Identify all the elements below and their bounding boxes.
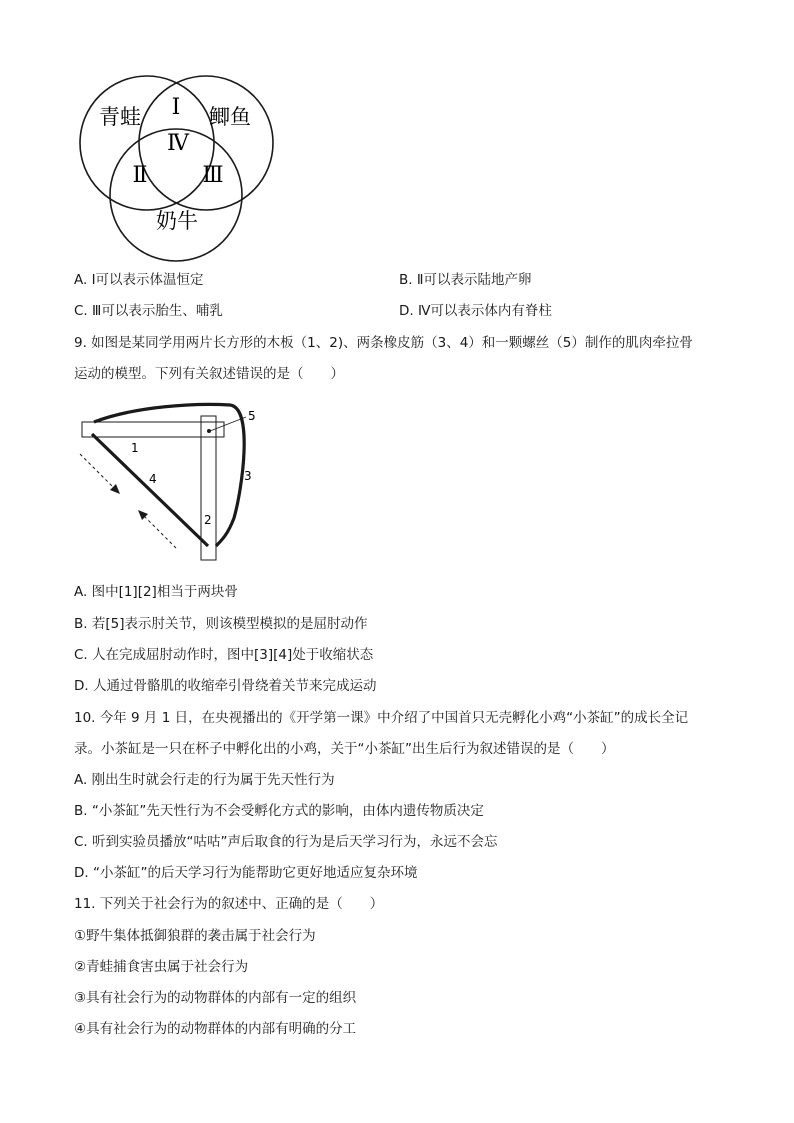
label-4: 4 xyxy=(149,472,157,486)
q8-option-d: D. Ⅳ可以表示体内有脊柱 xyxy=(399,303,552,319)
arrow-up-line xyxy=(144,516,176,548)
carp-circle xyxy=(139,76,273,210)
muscle-model-diagram xyxy=(76,400,276,570)
label-3: 3 xyxy=(244,469,252,483)
frog-circle xyxy=(80,76,214,210)
region-2-label: Ⅱ xyxy=(132,163,148,188)
q9-stem-line-2: 运动的模型。下列有关叙述错误的是（ ） xyxy=(74,366,344,382)
q11-item-3: ③具有社会行为的动物群体的内部有一定的组织 xyxy=(74,990,357,1006)
q8-option-c: C. Ⅲ可以表示胎生、哺乳 xyxy=(74,303,223,319)
carp-label: 鲫鱼 xyxy=(209,105,251,129)
q11-stem: 11. 下列关于社会行为的叙述中、正确的是（ ） xyxy=(74,896,384,912)
q10-option-c: C. 听到实验员播放“咕咕”声后取食的行为是后天学习行为，永远不会忘 xyxy=(74,834,498,850)
region-4-label: Ⅳ xyxy=(167,131,189,156)
q11-item-2: ②青蛙捕食害虫属于社会行为 xyxy=(74,959,249,975)
label-5: 5 xyxy=(248,409,256,423)
label-1: 1 xyxy=(131,441,139,455)
q8-option-b: B. Ⅱ可以表示陆地产卵 xyxy=(399,272,532,288)
q8-option-a: A. Ⅰ可以表示体温恒定 xyxy=(74,272,204,288)
q10-option-a: A. 刚出生时就会行走的行为属于先天性行为 xyxy=(74,772,335,788)
q10-option-d: D. “小茶缸”的后天学习行为能帮助它更好地适应复杂环境 xyxy=(74,865,418,881)
region-1-label: Ⅰ xyxy=(171,95,181,120)
q9-option-d: D. 人通过骨骼肌的收缩牵引骨绕着关节来完成运动 xyxy=(74,678,377,694)
label-2: 2 xyxy=(204,513,212,527)
q11-item-4: ④具有社会行为的动物群体的内部有明确的分工 xyxy=(74,1021,357,1037)
q10-stem-line-1: 10. 今年 9 月 1 日，在央视播出的《开学第一课》中介绍了中国首只无壳孵化小鸡“小茶缸”的成长全记 xyxy=(74,710,689,726)
q10-stem-line-2: 录。小茶缸是一只在杯子中孵化出的小鸡，关于“小茶缸”出生后行为叙述错误的是（ ） xyxy=(74,741,615,757)
q9-stem-line-1: 9. 如图是某同学用两片长方形的木板（1、2)、两条橡皮筋（3、4）和一颗螺丝（5）制作的肌肉牵拉骨 xyxy=(74,335,693,351)
q9-option-b: B. 若[5]表示肘关节，则该模型模拟的是屈肘动作 xyxy=(74,616,368,632)
venn-diagram xyxy=(70,70,290,270)
q10-option-b: B. “小茶缸”先天性行为不会受孵化方式的影响，由体内遗传物质决定 xyxy=(74,803,484,819)
cow-label: 奶牛 xyxy=(156,209,198,233)
q9-option-a: A. 图中[1][2]相当于两块骨 xyxy=(74,584,238,600)
rubber-band-4 xyxy=(92,434,208,546)
arrow-up-head xyxy=(138,510,148,520)
frog-label: 青蛙 xyxy=(99,105,141,129)
q11-item-1: ①野牛集体抵御狼群的袭击属于社会行为 xyxy=(74,928,316,944)
board-1 xyxy=(82,422,224,437)
arrow-down-line xyxy=(80,454,114,488)
q9-option-c: C. 人在完成屈肘动作时，图中[3][4]处于收缩状态 xyxy=(74,647,374,663)
board-2 xyxy=(201,416,216,560)
region-3-label: Ⅲ xyxy=(202,163,224,188)
